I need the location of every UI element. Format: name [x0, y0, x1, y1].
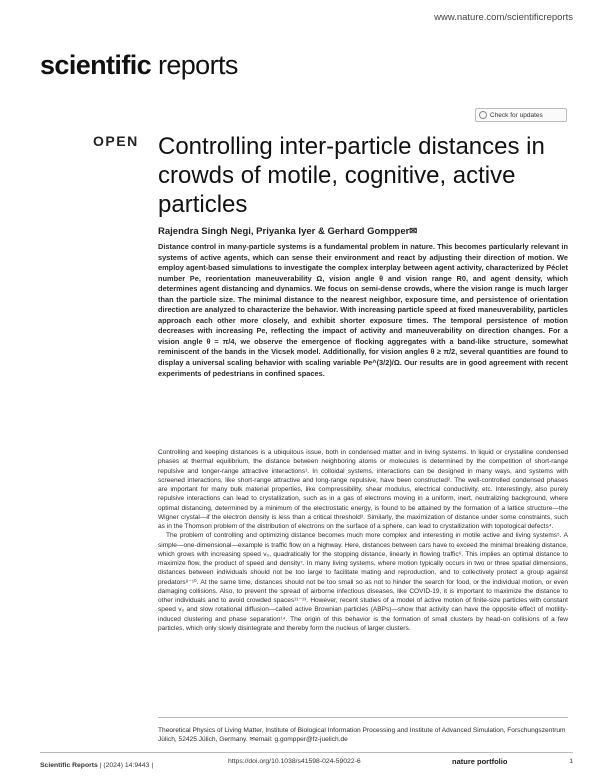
- abstract: Distance control in many-particle systems is a fundamental problem in nature. This becomes particularly relevant in systems of active agents, which can sense their environment and react by adjusting their direction of motion. We employ agent-based simulations to investigate the complex interplay between agent activity, characterized by Péclet number Pe, reorientation maneuverability Ω, vision angle θ and vision range R0, and agent density, which determines agent distancing and dynamics. We focus on semi-dense crowds, where the vision range is much larger than the particle size. The minimal distance to the nearest neighbor, exposure time, and persistence of orientation direction are analyzed to characterize the behavior. With increasing particle speed at fixed maneuverability, particles approach each other more closely, and exhibit shorter exposure times. The temporal persistence of motion decreases with increasing Pe, reflecting the impact of activity and maneuverability on direction changes. For a vision angle θ = π/4, we observe the emergence of flocking aggregates with a band-like structure, somewhat reminiscent of the bands in the Vicsek model. Additionally, for vision angles θ ≥ π/2, several quantities are found to display a universal scaling behavior with scaling variable Pe^(3/2)/Ω. Our results are in good agreement with recent experiments of pedestrians in confined spaces.: [158, 242, 568, 378]
- nature-portfolio-logo: nature portfolio: [452, 757, 508, 766]
- affiliation-note: Theoretical Physics of Living Matter, Institute of Biological Information Processing and Institute of Advanced Simulation, Forschungszentrum Jülich, 52425 Jülich, Germany. ✉email: g.gompper@fz-juelich.de: [158, 717, 568, 744]
- body-paragraph: Controlling and keeping distances is a ubiquitous issue, both in condensed matter and in living systems. In liquid or crystalline condensed phases at thermal equilibrium, the distance between neighboring atoms or molecules is determined by the competition of short-range repulsive and longer-range attractive interactions¹. In colloidal systems, interactions can be designed in many ways, and systems with screened interactions, like short-range attractive and long-range repulsive, have been constructed². The well-controlled condensed phases are important for many bulk material properties, like compressibility, shear modulus, electrical conductivity, etc. Interestingly, also purely repulsive interactions can lead to crystallization, such as in a gas of electrons moving in a uniform, inert, neutralizing background, where optimal distancing, determined by a minimum of the electrostatic energy, is found to be attained by the formation of a lattice structure—the Wigner crystal—if the electron density is less than a critical threshold³. Similarly, the maximization of distance under some constraints, such as in the Thomson problem of the distribution of electrons on the surface of a sphere, can lead to crystallization with topological defects⁴.: [158, 449, 568, 530]
- logo-light-text: reports: [151, 50, 238, 80]
- article-title: Controlling inter-particle distances in crowds of motile, cognitive, active particles: [158, 133, 545, 218]
- journal-logo[interactable]: [40, 50, 238, 81]
- open-access-label: OPEN: [93, 133, 139, 149]
- page-footer: [40, 752, 573, 773]
- journal-url[interactable]: www.nature.com/scientificreports: [434, 12, 573, 23]
- page-number: 1: [569, 758, 573, 765]
- logo-bold-text: scientific: [40, 50, 152, 80]
- footer-doi-link[interactable]: https://doi.org/10.1038/s41598-024-59022-6: [228, 758, 361, 765]
- author-list[interactable]: Rajendra Singh Negi, Priyanka Iyer & Gerhard Gompper✉: [158, 226, 418, 237]
- article-body: [158, 448, 568, 633]
- footer-volume: (2024) 14:9443: [103, 761, 150, 769]
- footer-citation: Scientific Reports | (2024) 14:9443 |: [40, 761, 154, 769]
- check-for-updates-label: Check for updates: [490, 111, 543, 119]
- body-paragraph: The problem of controlling and optimizing distance becomes much more complex and interesting in motile active and living systems⁵. A simple—one-dimensional—example is traffic flow on a highway. Here, distances between cars have to exceed the minimal breaking distance, which grows with increasing speed v₀, quadratically for the stopping distance, linearly in flowing traffic⁶. This implies an optimal distance to maximize flow, the product of speed and density⁷. In many living systems, where motion typically occurs in two or three spatial dimensions, distances between individuals should not be too large to facilitate mating and reproduction, and to collectively protect a group against predators⁸⁻¹⁰. At the same time, distances should not be too small so as not to hinder the search for food, or the individual motion, or even damaging collisions. Also, to prevent the spread of airborne infectious diseases, like COVID-19, it is important to maximize the distance to other individuals and to avoid crowded spaces¹¹⁻¹³. However, recent studies of a model of active motion of finite-size particles with constant speed v₀ and slow rotational diffusion—called active Brownian particles (ABPs)—show that activity can have the opposite effect of motility-induced clustering and phase separation¹⁴. The origin of this behavior is the formation of small clusters by head-on collisions of a few particles, which only slowly disintegrate and thereby form the nucleus of larger clusters.: [158, 532, 568, 632]
- footer-journal: Scientific Reports: [40, 761, 98, 769]
- update-check-icon: [479, 111, 487, 119]
- check-for-updates-button[interactable]: [475, 108, 567, 122]
